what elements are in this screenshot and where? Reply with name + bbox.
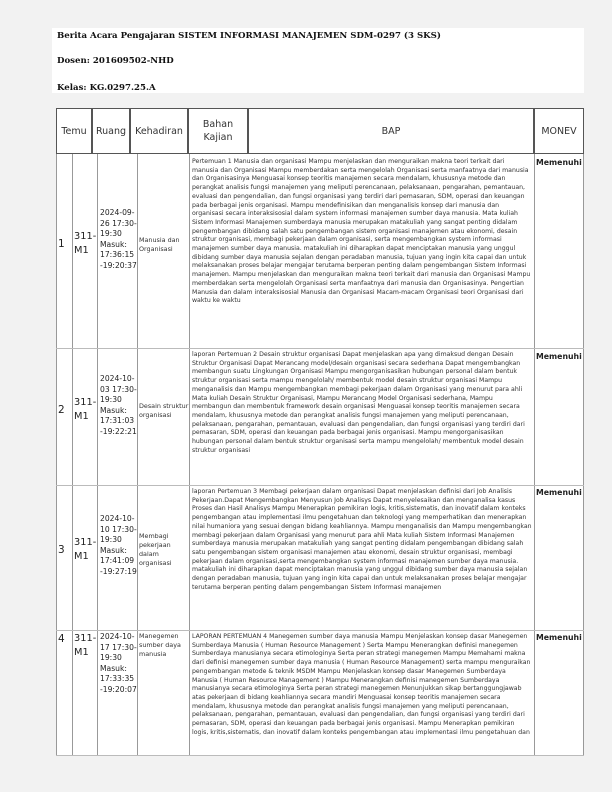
column-header-bahan-kajian: Bahan Kajian [188,108,248,154]
row-divider [56,485,584,486]
row-ruang: 311-M1 [74,397,97,422]
column-header-bap: BAP [248,108,534,154]
row-monev: Memenuhi [536,488,582,497]
column-header-kehadiran: Kehadiran [130,108,188,154]
row-kehadiran: 2024-10-17 17:30-19:30 Masuk: 17:33:35 -19:20:07 [100,632,137,694]
row-bahan-kajian: Manusia dan Organisasi [139,236,180,253]
row-bap: laporan Pertemuan 2 Desain struktur organisasi Dapat menjelaskan apa yang dimaksud dengan Desain Struktur Organisasi Dapat Merancang model/desain organisasi secara sederhana Dapat mengembangkan membangun suatu Lingkungan Organisasi Mampu mengorganisasikan hubungan personal dalam bentuk struktur organisasi serta mampu mengelolah/ membentuk model desain struktur organisasi Mampu menganalisis dan Mampu mengembangkan membagi pekerjaan dalam Organisasi yang menurut para ahli Mata kuliah Desain Struktur Organisasi, Mampu Merancang Model Organisasi sederhana, Mampu membangun dan membentuk framework desain organisasi Menguasai konsep teoritis manajemen secara mendalam, khususnya metode dan perangkat analisis fungsi manajemen yang meliputi perencanaan, pelaksanaan, pengarahan, pemantauan, evaluasi dan pengendalian, dan fungsi organisasi yang terdiri dari pemasaran, SDM, operasi dan keuangan pada berbagai jenis organisasi. Mampu mengorganisasikan hubungan personal dalam bentuk struktur organisasi serta mampu mengelolah/ membentuk model desain struktur organisasi [192,351,525,454]
row-bahan-kajian: Membagi pekerjaan dalam organisasi [139,532,172,567]
row-kehadiran: 2024-10-03 17:30-19:30 Masuk: 17:31:03 -19:22:21 [100,374,137,436]
row-temu: 4 [58,633,65,645]
lecturer-id: Dosen: 201609502-NHD [57,56,174,66]
row-temu: 1 [58,238,65,250]
document-header [52,28,584,93]
column-header-temu: Temu [56,108,92,154]
row-ruang: 311-M1 [74,537,97,562]
attendance-table [56,108,584,756]
row-divider [56,755,584,756]
row-ruang: 311-M1 [74,231,97,256]
row-monev: Memenuhi [536,352,582,361]
row-bap: Pertemuan 1 Manusia dan organisasi Mampu menjelaskan dan menguraikan makna teori terkait dari manusia dan Organisasi Mampu memberdakan serta mengelolah Organisasi serta manfaatnya dari manusia dan Organisasinya Menguasai konsep teoritis manajemen secara mendalam, khususnya metode dan perangkat analisis fungsi manajemen yang meliputi perencanaan, pelaksanaan, pengarahan, pemantauan, evaluasi dan pengendalian, dan fungsi organisasi yang terdiri dari pemasaran, SDM, operasi dan keuangan pada berbagai jenis organisasi. Mampu mendefinisikan dan menganalisis konsep dari manusia dan organisasi secara interaksisosial dalam system informasi manajemen sumber daya manusia. Mata kuliah Sistem Informasi Manajemen sumberdaya manusia merupakan matakuliah yang sangat penting didalam pengembangan dibidang salah satu pengembangan sistem organisasi manajemen atau ekonomi, desain struktur organisasi, membagi pekerjaan dalam organisasi, serta mengembangkan system informasi manajemen sumber daya manusia. matakuliah ini diharapkan dapat menciptakan manusia yang unggul dibidang sumber daya manusia sejalan dengan peradaban manusia, tujuan yang ingin kita capai dan untuk melaksanakan proses belajar mengajar terutama berperan penting dalam pengembangan Sistem Informasi manajemen. Mampu menjelaskan dan menguraikan makna teori terkait dari manusia dan Organisasi Mampu memberdakan serta mengelolah Organisasi serta manfaatnya dari manusia dan Organisasinya. Pengertian Manusia dan dalam interaksisosial Manusia dan Organisasi Macam-macam Organisasi teori Organisasi dari waktu ke waktu [192,158,531,305]
grid-line [189,154,190,756]
grid-line [534,154,535,756]
row-divider [56,630,584,631]
row-monev: Memenuhi [536,633,582,642]
grid-line [72,154,73,756]
row-kehadiran: 2024-10-10 17:30-19:30 Masuk: 17:41:09 -19:27:19 [100,514,137,576]
class-id: Kelas: KG.0297.25.A [57,83,156,93]
row-kehadiran: 2024-09-26 17:30-19:30 Masuk: 17:36:15 -19:20:37 [100,208,137,270]
row-temu: 3 [58,544,65,556]
row-monev: Memenuhi [536,158,582,167]
row-bahan-kajian: Manegemen sumber daya manusia [139,632,181,658]
row-bap: LAPORAN PERTEMUAN 4 Manegemen sumber daya manusia Mampu Menjelaskan konsep dasar Manegemen Sumberdaya Manusia ( Human Resource Management ) Serta Mampu Menerangkan definisi manegemen Sumberdaya manusianya secara etimologinya Serta peran strategi manegemen Mampu Memahami makna dari definisi manegemen sumber daya manusia ( Human Resource Management) serta mampu menguraikan pengembangan metode & teknik MSDM Mampu Menjelaskan konsep dasar Manegemen Sumberdaya Manusia ( Human Resource Management ) Mampu Menerangkan definisi manegemen Sumberdaya manusianya secara etimologinya Serta peran strategi manegemen Menunjukkan sikap bertanggungjawab atas pekerjaan di bidang keahliannya secara mandiri Menguasai konsep teoritis manajemen secara mendalam, khususnya metode dan perangkat analisis fungsi manajemen yang meliputi perencanaan, pelaksanaan, pengarahan, pemantauan, evaluasi dan pengendalian, dan fungsi organisasi yang terdiri dari pemasaran, SDM, operasi dan keuangan pada berbagai jenis organisasi. Mampu Menerapkan pemikiran logis, kritis,sistematis, dan inovatif dalam konteks pengembangan atau implementasi ilmu pengetahuan dan [192,633,531,736]
row-temu: 2 [58,404,65,416]
grid-line [583,154,584,756]
grid-line [56,154,57,756]
document-title: Berita Acara Pengajaran SISTEM INFORMASI MANAJEMEN SDM-0297 (3 SKS) [57,31,441,41]
row-ruang: 311-M1 [74,633,97,658]
column-header-monev: MONEV [534,108,584,154]
grid-line [97,154,98,756]
row-bap: laporan Pertemuan 3 Membagi pekerjaan dalam organisasi Dapat menjelaskan definisi dari Job Analisis Pekerjaan.Dapat Mengembangkan Menyusun Job Analisys Dapat menyelesaikan dan menganalisa kasus Proses dan Hasil Analisys Mampu Menerapkan pemikiran logis, kritis,sistematis, dan inovatif dalam konteks pengembangan atau implementasi ilmu pengetahuan dan teknologi yang memperhatikan dan menerapkan nilai humaniora yang sesuai dengan bidang keahliannya. Mampu menganalisis dan Mampu mengembangkan membagi pekerjaan dalam Organisasi yang menurut para ahli Mata kuliah Sistem Informasi Manajemen sumberdaya manusia merupakan matakuliah yang sangat penting didalam pengembangan dibidang salah satu pengembangan sistem organisasi manajemen atau ekonomi, desain struktur organisasi, membagi pekerjaan dalam organisasi,serta mengembangkan system informasi manajemen sumber daya manusia. matakuliah ini diharapkan dapat menciptakan manusia yang unggul dibidang sumber daya manusia sejalan dengan peradaban manusia, tujuan yang ingin kita capai dan untuk melaksanakan proses belajar mengajar terutama berperan penting dalam pengembangan Sistem Informasi manajemen [192,488,532,591]
column-header-ruang: Ruang [92,108,130,154]
row-divider [56,348,584,349]
row-bahan-kajian: Desain struktur organisasi [139,402,189,419]
